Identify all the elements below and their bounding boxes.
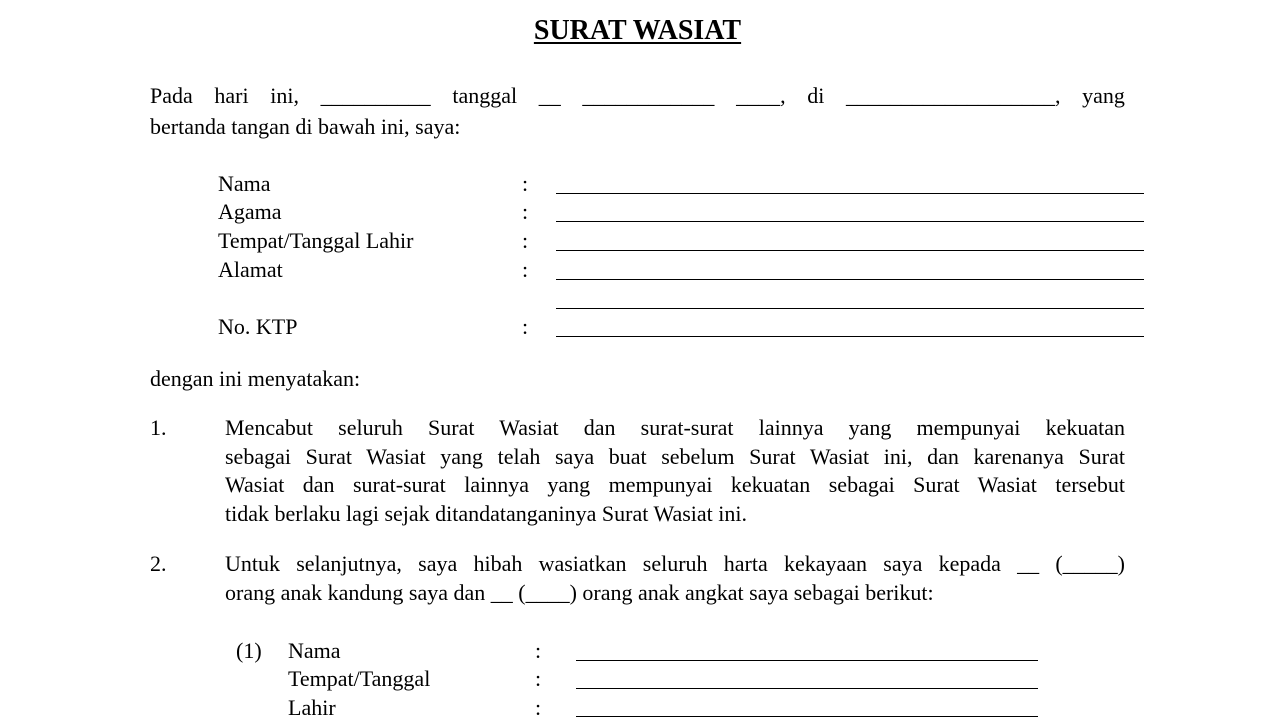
intro-word: hari [214,83,249,108]
heir-ttl-blank-line[interactable] [576,688,1038,689]
alamat-blank-line-2[interactable] [556,308,1144,309]
day-blank[interactable]: __________ [320,83,431,108]
statement-intro: dengan ini menyatakan: [150,366,361,391]
month-blank[interactable]: ____________ [582,83,715,108]
heir-label-lahir: Lahir [288,695,336,720]
heir-nama-blank-line[interactable] [576,660,1038,661]
field-colon: : [535,638,542,663]
heir-lahir-blank-line[interactable] [576,716,1038,717]
field-colon: : [522,171,529,196]
item-2-paragraph [225,550,1125,607]
intro-word: yang [1082,83,1125,108]
paragraph-line: sebagai Surat Wasiat yang telah saya buat sebelum Surat Wasiat ini, dan karenanya Surat [225,443,1125,469]
intro-word: tanggal [452,83,518,108]
intro-word: di [807,83,825,108]
alamat-blank-line[interactable] [556,279,1144,280]
ktp-blank-line[interactable] [556,336,1144,337]
paragraph-line: orang anak kandung saya dan __ (____) orang anak angkat saya sebagai berikut: [225,579,934,605]
place-blank[interactable]: ___________________, [846,83,1061,108]
nama-blank-line[interactable] [556,193,1144,194]
field-colon: : [522,314,529,339]
intro-line-1 [150,82,1125,110]
year-blank[interactable]: ____, [736,83,786,108]
item-number-2: 2. [150,551,167,576]
field-label-alamat: Alamat [218,257,283,282]
field-colon: : [522,257,529,282]
paragraph-line: Wasiat dan surat-surat lainnya yang mempunyai kekuatan sebagai Surat Wasiat tersebut [225,472,1125,497]
date-blank[interactable]: __ [538,83,561,108]
intro-word: ini, [270,83,300,108]
paragraph-line: Untuk selanjutnya, saya hibah wasiatkan seluruh harta kekayaan saya kepada __ (_____) [225,551,1125,576]
document-title: SURAT WASIAT [533,15,742,46]
item-number-1: 1. [150,415,167,440]
field-label-ktp: No. KTP [218,314,298,339]
heir-number: (1) [236,638,262,663]
field-label-ttl: Tempat/Tanggal Lahir [218,228,414,253]
intro-word: Pada [150,83,193,108]
heir-label-nama: Nama [288,638,341,663]
field-colon: : [522,228,529,253]
field-label-agama: Agama [218,199,282,224]
ttl-blank-line[interactable] [556,250,1144,251]
field-label-nama: Nama [218,171,271,196]
field-colon: : [535,695,542,720]
intro-line-2: bertanda tangan di bawah ini, saya: [150,114,461,139]
item-1-paragraph [225,414,1125,528]
field-colon: : [522,199,529,224]
heir-label-tempat-tanggal: Tempat/Tanggal [288,666,431,691]
agama-blank-line[interactable] [556,221,1144,222]
field-colon: : [535,666,542,691]
paragraph-line: Mencabut seluruh Surat Wasiat dan surat-surat lainnya yang mempunyai kekuatan [225,415,1125,440]
paragraph-line: tidak berlaku lagi sejak ditandatanganinya Surat Wasiat ini. [225,500,748,526]
